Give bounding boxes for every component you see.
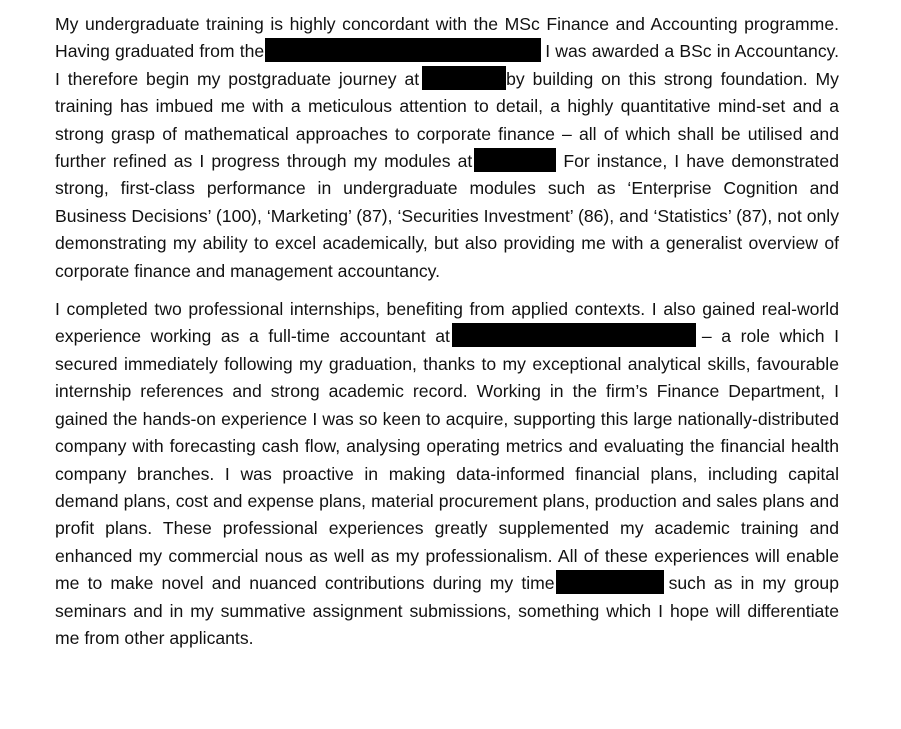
redaction-institution-name [556, 570, 664, 594]
redaction-employer-name [452, 323, 696, 347]
text-segment: For instance, I have demonstrated strong, first-class performance in undergraduate modules such as ‘Enterprise Cognition and Business Decisions’ (100), ‘Marketing’ (87), ‘Securities Investment’ (86), and ‘Statistics’ (87), not only demonstrating my ability to excel academically, but also providing me with a generalist overview of corporate finance and management accountancy. [55, 151, 840, 281]
redaction-university-name [265, 38, 541, 62]
text-segment: My undergraduate training is highly concordant with the MSc Finance and Accounting programme. Having graduated from the [55, 14, 839, 62]
text-segment: I was awarded a BSc in Accountancy. I therefore begin my postgraduate journey at [55, 41, 839, 89]
text-segment: by building on this strong foundation. My training has imbued me with a meticulous attention to detail, a highly quantitative mind-set and a strong grasp of mathematical approaches to corporate finance – all of which shall be utilised and further refined as I progress through my modules at [55, 68, 839, 172]
redaction-institution-name [422, 66, 506, 90]
text-segment: – a role which I secured immediately following my graduation, thanks to my exceptional analytical skills, favourable internship references and strong academic record. Working in the firm’s Finance Department, I gained the hands-on experience I was so keen to acquire, supporting this large nationally-distributed company with forecasting cash flow, analysing operating metrics and evaluating the financial health company branches. I was proactive in making data-informed financial plans, including capital demand plans, cost and expense plans, material procurement plans, production and sales plans and profit plans. These professional experiences greatly supplemented my academic training and enhanced my commercial nous as well as my professionalism. All of these experiences will enable me to make novel and nuanced contributions during my time [55, 326, 839, 594]
text-segment: I completed two professional internships, benefiting from applied contexts. I also gained real-world experience working as a full-time accountant at [55, 299, 839, 347]
paragraph-professional-experience [55, 296, 839, 652]
text-segment: such as in my group seminars and in my summative assignment submissions, something which I hope will differentiate me from other applicants. [55, 573, 839, 648]
document-page [55, 11, 839, 652]
redaction-institution-name [474, 148, 556, 172]
paragraph-undergraduate-training [55, 11, 839, 285]
